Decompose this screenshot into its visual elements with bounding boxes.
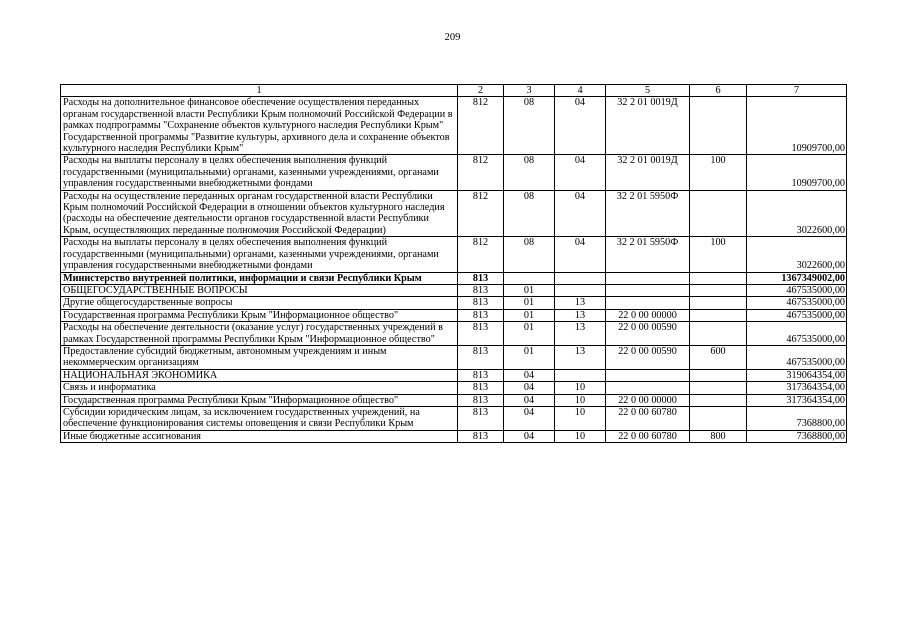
- table-row: [61, 309, 847, 321]
- row-expense-type: [690, 284, 747, 296]
- row-razdel: 01: [504, 345, 555, 369]
- row-target-article: 32 2 01 0019Д: [606, 155, 690, 190]
- row-target-article: 22 0 00 60780: [606, 430, 690, 442]
- row-amount: 7368800,00: [747, 430, 847, 442]
- row-razdel: 08: [504, 97, 555, 155]
- row-name: Расходы на выплаты персоналу в целях обеспечения выполнения функций государственными (муниципальными) органами, казенными учреждениями, органами управления государственными внебюджетными фондами: [61, 155, 458, 190]
- row-amount: 467535000,00: [747, 284, 847, 296]
- table-row: [61, 382, 847, 394]
- row-vedomstvo: 813: [458, 394, 504, 406]
- row-vedomstvo: 812: [458, 190, 504, 237]
- row-vedomstvo: 812: [458, 155, 504, 190]
- row-expense-type: [690, 369, 747, 381]
- table-row: [61, 406, 847, 430]
- row-expense-type: 800: [690, 430, 747, 442]
- row-amount: 467535000,00: [747, 345, 847, 369]
- row-podrazdel: [555, 369, 606, 381]
- row-amount: 467535000,00: [747, 297, 847, 309]
- row-target-article: 22 0 00 00590: [606, 345, 690, 369]
- row-expense-type: [690, 394, 747, 406]
- row-podrazdel: 10: [555, 406, 606, 430]
- row-podrazdel: 13: [555, 297, 606, 309]
- page-number: 209: [444, 32, 461, 43]
- table-row: [61, 237, 847, 272]
- row-expense-type: 100: [690, 155, 747, 190]
- header-row: [61, 85, 847, 97]
- row-razdel: [504, 272, 555, 284]
- table-row: [61, 322, 847, 346]
- row-name: ОБЩЕГОСУДАРСТВЕННЫЕ ВОПРОСЫ: [61, 284, 458, 296]
- table-row: [61, 297, 847, 309]
- row-expense-type: [690, 297, 747, 309]
- row-name: НАЦИОНАЛЬНАЯ ЭКОНОМИКА: [61, 369, 458, 381]
- row-name: Иные бюджетные ассигнования: [61, 430, 458, 442]
- column-header: 6: [690, 85, 747, 97]
- row-name: Расходы на дополнительное финансовое обеспечение осуществления переданных органам государственной власти Республики Крым полномочий Российской Федерации в рамках подпрограммы "Сохранение объектов культурного наследия Республики Крым" Государственной программы "Развитие культуры, архивного дела и сохранение объектов культурного наследия Республики Крым": [61, 97, 458, 155]
- row-expense-type: [690, 382, 747, 394]
- table-row: [61, 190, 847, 237]
- row-vedomstvo: 813: [458, 406, 504, 430]
- row-razdel: 08: [504, 155, 555, 190]
- row-vedomstvo: 812: [458, 97, 504, 155]
- row-amount: 317364354,00: [747, 382, 847, 394]
- row-razdel: 04: [504, 430, 555, 442]
- row-podrazdel: 13: [555, 345, 606, 369]
- row-podrazdel: 10: [555, 382, 606, 394]
- row-podrazdel: 10: [555, 394, 606, 406]
- row-amount: 467535000,00: [747, 309, 847, 321]
- row-podrazdel: 13: [555, 322, 606, 346]
- table-row: [61, 155, 847, 190]
- row-podrazdel: 04: [555, 97, 606, 155]
- row-vedomstvo: 813: [458, 272, 504, 284]
- row-target-article: [606, 382, 690, 394]
- row-name: Связь и информатика: [61, 382, 458, 394]
- row-vedomstvo: 813: [458, 297, 504, 309]
- row-amount: 7368800,00: [747, 406, 847, 430]
- row-amount: 317364354,00: [747, 394, 847, 406]
- row-name: Расходы на осуществление переданных органам государственной власти Республики Крым полномочий Российской Федерации в отношении объектов культурного наследия (расходы на обеспечение деятельности органов государственной власти Республики Крым, осуществляющих переданные полномочия Российской Федерации): [61, 190, 458, 237]
- row-razdel: 08: [504, 190, 555, 237]
- row-razdel: 04: [504, 369, 555, 381]
- row-target-article: 32 2 01 0019Д: [606, 97, 690, 155]
- row-razdel: 04: [504, 394, 555, 406]
- row-podrazdel: 10: [555, 430, 606, 442]
- row-podrazdel: [555, 272, 606, 284]
- row-target-article: [606, 369, 690, 381]
- row-amount: 3022600,00: [747, 190, 847, 237]
- table-row: [61, 369, 847, 381]
- table-row: [61, 394, 847, 406]
- row-name: Государственная программа Республики Крым "Информационное общество": [61, 394, 458, 406]
- row-name: Субсидии юридическим лицам, за исключением государственных учреждений, на обеспечение функционирования системы оповещения и связи Республики Крым: [61, 406, 458, 430]
- row-target-article: 22 0 00 00590: [606, 322, 690, 346]
- row-expense-type: [690, 272, 747, 284]
- row-expense-type: [690, 406, 747, 430]
- row-razdel: 08: [504, 237, 555, 272]
- budget-table: [60, 84, 847, 443]
- row-target-article: 32 2 01 5950Ф: [606, 190, 690, 237]
- row-target-article: [606, 272, 690, 284]
- row-vedomstvo: 813: [458, 345, 504, 369]
- row-expense-type: [690, 309, 747, 321]
- table-row: [61, 272, 847, 284]
- column-header: 3: [504, 85, 555, 97]
- row-razdel: 04: [504, 406, 555, 430]
- row-expense-type: [690, 190, 747, 237]
- row-amount: 1367349002,00: [747, 272, 847, 284]
- row-vedomstvo: 813: [458, 430, 504, 442]
- row-vedomstvo: 813: [458, 382, 504, 394]
- row-expense-type: 600: [690, 345, 747, 369]
- row-target-article: 32 2 01 5950Ф: [606, 237, 690, 272]
- column-header: 1: [61, 85, 458, 97]
- table-row: [61, 284, 847, 296]
- row-name: Расходы на выплаты персоналу в целях обеспечения выполнения функций государственными (муниципальными) органами, казенными учреждениями, органами управления государственными внебюджетными фондами: [61, 237, 458, 272]
- row-podrazdel: 04: [555, 237, 606, 272]
- row-vedomstvo: 813: [458, 369, 504, 381]
- row-podrazdel: [555, 284, 606, 296]
- row-razdel: 01: [504, 297, 555, 309]
- row-amount: 10909700,00: [747, 97, 847, 155]
- row-name: Расходы на обеспечение деятельности (оказание услуг) государственных учреждений в рамках Государственной программы Республики Крым "Информационное общество": [61, 322, 458, 346]
- row-podrazdel: 04: [555, 155, 606, 190]
- row-podrazdel: 13: [555, 309, 606, 321]
- row-name: Министерство внутренней политики, информации и связи Республики Крым: [61, 272, 458, 284]
- row-target-article: 22 0 00 00000: [606, 394, 690, 406]
- row-name: Предоставление субсидий бюджетным, автономным учреждениям и иным некоммерческим организациям: [61, 345, 458, 369]
- row-target-article: [606, 284, 690, 296]
- row-amount: 319064354,00: [747, 369, 847, 381]
- column-header: 5: [606, 85, 690, 97]
- row-expense-type: [690, 97, 747, 155]
- table-row: [61, 430, 847, 442]
- row-expense-type: 100: [690, 237, 747, 272]
- row-amount: 10909700,00: [747, 155, 847, 190]
- column-header: 4: [555, 85, 606, 97]
- row-razdel: 01: [504, 284, 555, 296]
- row-razdel: 04: [504, 382, 555, 394]
- column-header: 7: [747, 85, 847, 97]
- row-target-article: 22 0 00 60780: [606, 406, 690, 430]
- row-expense-type: [690, 322, 747, 346]
- row-razdel: 01: [504, 322, 555, 346]
- row-vedomstvo: 812: [458, 237, 504, 272]
- row-vedomstvo: 813: [458, 309, 504, 321]
- row-name: Другие общегосударственные вопросы: [61, 297, 458, 309]
- table-row: [61, 345, 847, 369]
- row-target-article: 22 0 00 00000: [606, 309, 690, 321]
- table-row: [61, 97, 847, 155]
- column-header: 2: [458, 85, 504, 97]
- row-podrazdel: 04: [555, 190, 606, 237]
- row-razdel: 01: [504, 309, 555, 321]
- row-amount: 3022600,00: [747, 237, 847, 272]
- row-vedomstvo: 813: [458, 284, 504, 296]
- row-name: Государственная программа Республики Крым "Информационное общество": [61, 309, 458, 321]
- row-amount: 467535000,00: [747, 322, 847, 346]
- row-target-article: [606, 297, 690, 309]
- row-vedomstvo: 813: [458, 322, 504, 346]
